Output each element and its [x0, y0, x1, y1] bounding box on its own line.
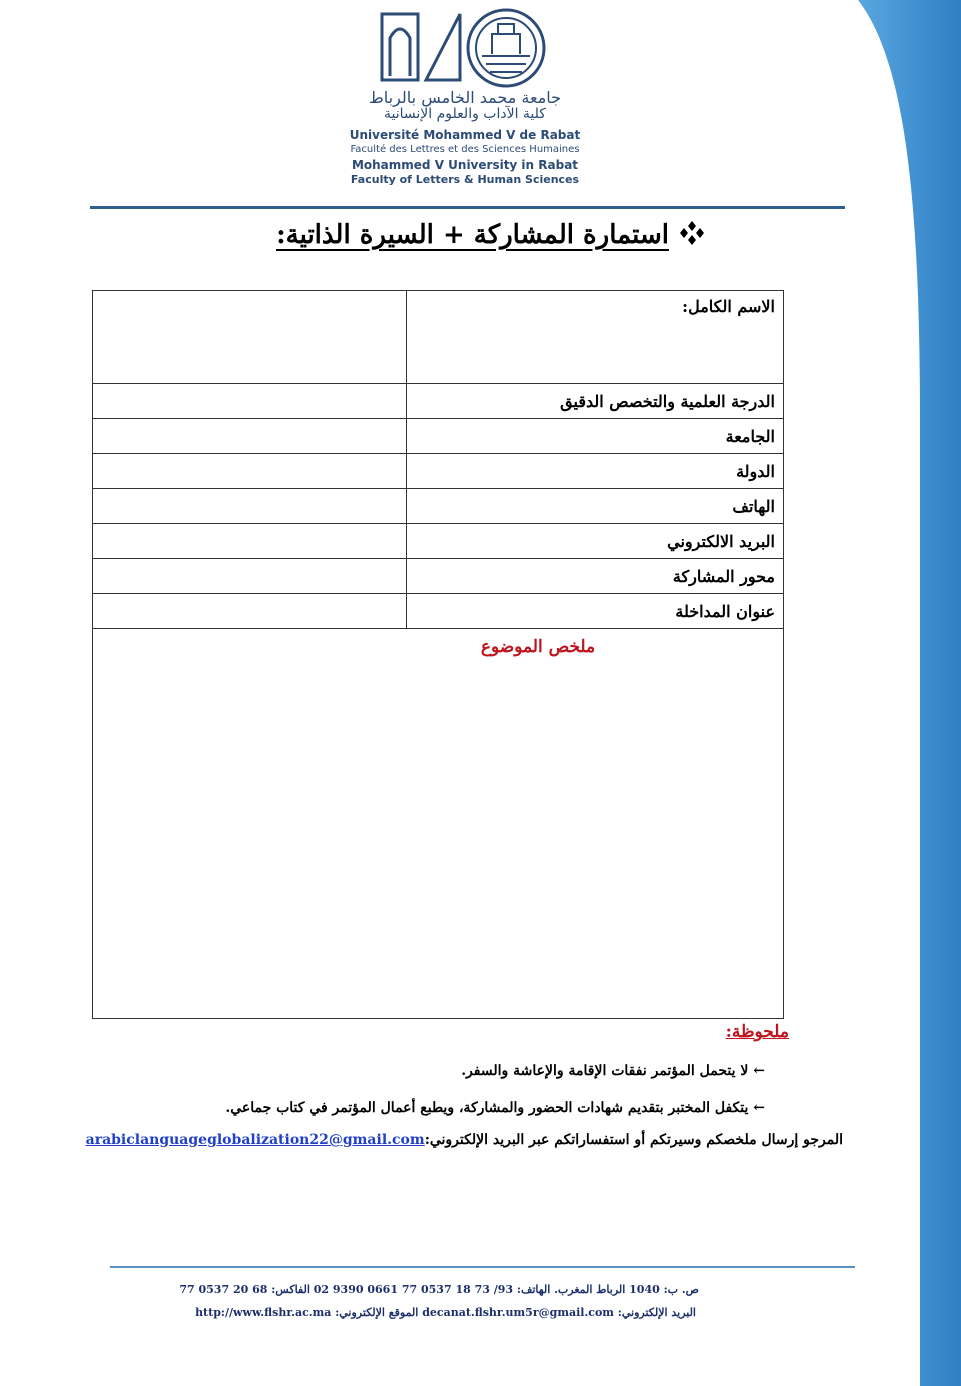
university-logo-block [330, 6, 600, 186]
faculty-name-english: Faculty of Letters & Human Sciences [350, 173, 580, 186]
country-field[interactable] [93, 454, 407, 489]
phone-field[interactable] [93, 489, 407, 524]
degree-field[interactable] [93, 384, 407, 419]
full-name-field[interactable] [93, 291, 407, 384]
university-name-english: Mohammed V University in Rabat [351, 158, 579, 172]
form-row-summary [93, 629, 784, 1019]
footer-divider [110, 1266, 855, 1268]
note-certificates: ← يتكفل المختبر بتقديم شهادات الحضور والمشاركة، ويطبع أعمال المؤتمر في كتاب جماعي. [225, 1100, 765, 1116]
form-row-degree [93, 384, 784, 419]
form-row-email [93, 524, 784, 559]
phone-label: الهاتف [406, 489, 784, 524]
axis-field[interactable] [93, 559, 407, 594]
university-name-arabic: جامعة محمد الخامس بالرباط [368, 88, 562, 107]
email-label: البريد الالكتروني [406, 524, 784, 559]
university-name-french: Université Mohammed V de Rabat [349, 128, 581, 142]
talk-title-label: عنوان المداخلة [406, 594, 784, 629]
note-send-email [86, 1132, 843, 1148]
page-title: استمارة المشاركة + السيرة الذاتية: [276, 220, 669, 250]
faculty-name-french: Faculté des Lettres et des Sciences Humaines [350, 144, 580, 155]
form-row-phone [93, 489, 784, 524]
axis-label: محور المشاركة [406, 559, 784, 594]
footer-email-website: البريد الإلكتروني: decanat.flshr.um5r@gmail.com الموقع الإلكتروني: http://www.flshr.ac.ma [195, 1306, 696, 1319]
university-label: الجامعة [406, 419, 784, 454]
note-send-email-text: المرجو إرسال ملخصكم وسيرتكم أو استفساراتكم عبر البريد الإلكتروني: [424, 1132, 843, 1148]
talk-title-field[interactable] [93, 594, 407, 629]
country-label: الدولة [406, 454, 784, 489]
summary-label: ملخص الموضوع [480, 637, 596, 657]
form-row-full-name [93, 291, 784, 384]
degree-label: الدرجة العلمية والتخصص الدقيق [406, 384, 784, 419]
form-row-axis [93, 559, 784, 594]
faculty-name-arabic: كلية الآداب والعلوم الإنسانية [384, 106, 546, 122]
full-name-label: الاسم الكامل: [406, 291, 784, 384]
university-logo-icon [378, 6, 548, 90]
form-row-talk-title [93, 594, 784, 629]
form-row-country [93, 454, 784, 489]
summary-field[interactable] [93, 629, 784, 1019]
notes-heading: ملحوظة: [725, 1022, 789, 1042]
participation-form [92, 290, 784, 1019]
university-field[interactable] [93, 419, 407, 454]
email-field[interactable] [93, 524, 407, 559]
header-divider [90, 206, 845, 209]
contact-email-link[interactable]: arabiclanguageglobalization22@gmail.com [85, 1132, 425, 1148]
diamond-ornament-icon [676, 220, 708, 246]
footer-address-phone: ص. ب: 1040 الرباط المغرب. الهاتف: 93/ 73 18 0537 77 0661 9390 02 الفاكس: 68 20 0537 77 [179, 1283, 699, 1296]
form-row-university [93, 419, 784, 454]
note-accommodation: ← لا يتحمل المؤتمر نفقات الإقامة والإعاشة والسفر. [461, 1063, 765, 1079]
